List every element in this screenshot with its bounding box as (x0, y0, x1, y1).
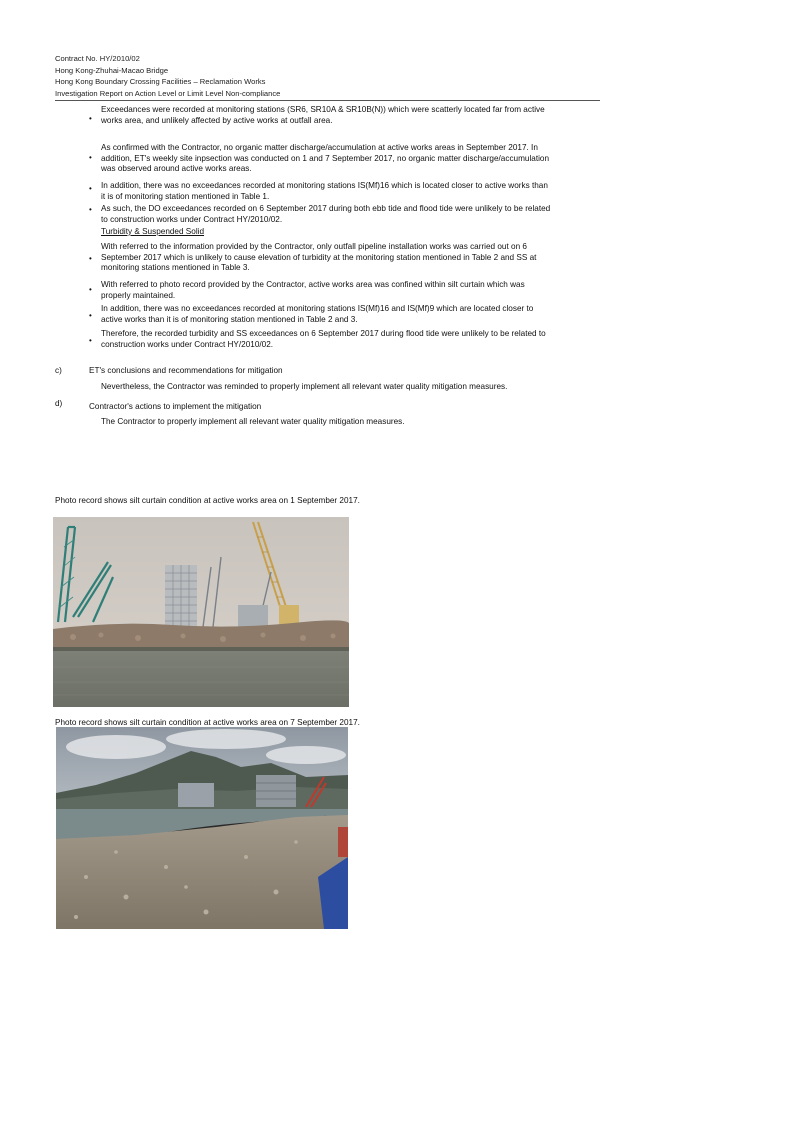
bullet-marker: • (89, 184, 92, 193)
bullet-marker: • (89, 114, 92, 123)
do-bullet-1: Exceedances were recorded at monitoring stations (SR6, SR10A & SR10B(N)) which were scatterly located far from active works area, and unlikely affected by active works at outfall area. (101, 105, 545, 125)
photo-2-outfall-area (56, 727, 348, 929)
turbidity-heading: Turbidity & Suspended Solid (101, 227, 205, 236)
document-header (55, 53, 600, 101)
bullet-marker: • (89, 205, 92, 214)
header-contract-no: Contract No. HY/2010/02 (55, 54, 140, 63)
section-d-body: The Contractor to properly implement all relevant water quality mitigation measures. (101, 417, 405, 426)
bullet-marker: • (89, 254, 92, 263)
section-c-label: c) (55, 366, 62, 375)
bullet-marker: • (89, 336, 92, 345)
bullet-marker: • (89, 285, 92, 294)
section-c-title: ET's conclusions and recommendations for mitigation (89, 366, 283, 375)
header-project: Hong Kong-Zhuhai-Macao Bridge (55, 65, 169, 75)
section-c-body: Nevertheless, the Contractor was reminded to properly implement all relevant water quality mitigation measures. (101, 382, 508, 391)
ts-bullet-4: Therefore, the recorded turbidity and SS exceedances on 6 September 2017 during flood tide were unlikely to be related to construction works under Contract HY/2010/02. (101, 329, 546, 349)
photo-1-caption: Photo record shows silt curtain condition at active works area on 1 September 2017. (55, 496, 360, 505)
do-bullet-2: As confirmed with the Contractor, no organic matter discharge/accumulation at active works areas in September 2017. In addition, ET's weekly site inpsection was conducted on 1 and 7 September 2017, no organic matter discharge/accumulation was observed around active works areas. (101, 143, 550, 174)
ts-bullet-2: With referred to photo record provided by the Contractor, active works area was confined within silt curtain which was properly maintained. (101, 280, 525, 300)
do-bullet-3: In addition, there was no exceedances recorded at monitoring stations IS(Mf)16 which is located closer to active works than it is of monitoring station mentioned in Table 1. (101, 181, 548, 201)
photo-2-caption: Photo record shows silt curtain condition at active works area on 7 September 2017. (55, 718, 360, 727)
section-d-label: d) (55, 399, 63, 408)
ts-bullet-3: In addition, there was no exceedances recorded at monitoring stations IS(Mf)16 and IS(Mf)9 which are located closer to active works than it is of monitoring station mentioned in Table 2 and 3. (101, 304, 534, 324)
header-works: Hong Kong Boundary Crossing Facilities – Reclamation Works (55, 77, 266, 87)
section-d-title: Contractor's actions to implement the mitigation (89, 402, 262, 411)
ts-bullet-1: With referred to the information provided by the Contractor, only outfall pipeline installation works was carried out on 6 September 2017 which is unlikely to cause elevation of turbidity at the monitoring station mentioned in Table 2 and SS at monitoring stations mentioned in Table 3. (101, 242, 537, 273)
photo-1-construction-site (53, 517, 349, 707)
do-bullet-4: As such, the DO exceedances recorded on 6 September 2017 during both ebb tide and flood tide were unlikely to be related to construction works under Contract HY/2010/02. (101, 204, 551, 224)
bullet-marker: • (89, 153, 92, 162)
bullet-marker: • (89, 311, 92, 320)
header-report-title: Investigation Report on Action Level or Limit Level Non-compliance (55, 88, 281, 98)
